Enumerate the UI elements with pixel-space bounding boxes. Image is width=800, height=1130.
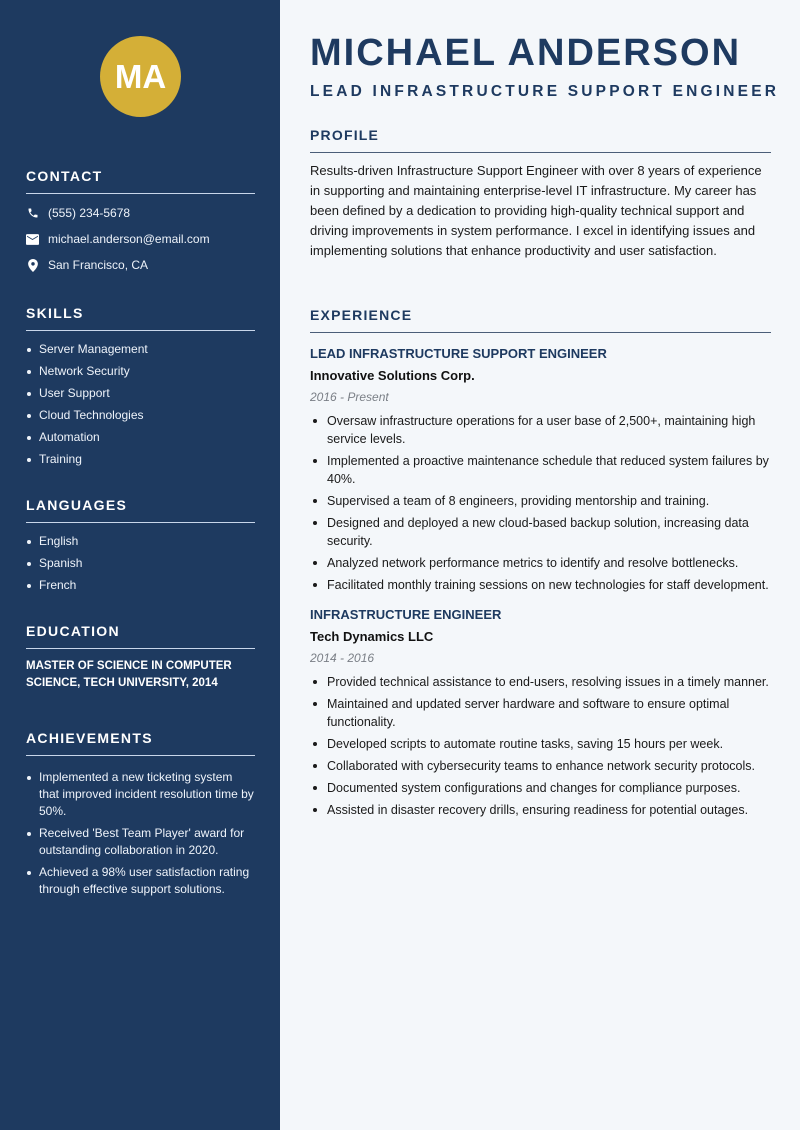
job-bullets [310,673,771,819]
skill-item: Server Management [26,341,255,358]
achievement-item: Implemented a new ticketing system that improved incident resolution time by 50%. [26,769,255,820]
achievement-item: Achieved a 98% user satisfaction rating through effective support solutions. [26,864,255,898]
job-bullet: Supervised a team of 8 engineers, providing mentorship and training. [310,492,771,510]
section-title-achievements: ACHIEVEMENTS [26,730,255,756]
contact-phone [26,200,255,226]
section-title-profile: PROFILE [310,127,771,153]
achievement-item: Received 'Best Team Player' award for outstanding collaboration in 2020. [26,825,255,859]
job-bullet: Provided technical assistance to end-users, resolving issues in a timely manner. [310,673,771,691]
phone-text: (555) 234-5678 [48,206,131,220]
language-item: French [26,577,255,594]
job-bullet: Collaborated with cybersecurity teams to enhance network security protocols. [310,757,771,775]
profile-section [310,127,771,261]
job-title: INFRASTRUCTURE ENGINEER [310,607,502,622]
skills-list [26,341,255,468]
job-bullet: Implemented a proactive maintenance schedule that reduced system failures by 40%. [310,452,771,488]
language-item: Spanish [26,555,255,572]
job-entry [310,606,771,819]
skills-section [26,305,255,473]
section-title-contact: CONTACT [26,168,255,194]
candidate-role: LEAD INFRASTRUCTURE SUPPORT ENGINEER [310,83,780,100]
job-company: Tech Dynamics LLC [310,629,434,644]
skill-item: Training [26,451,255,468]
location-pin-icon [26,259,39,272]
avatar [100,36,181,117]
avatar-initials: MA [114,57,167,95]
education-section [26,623,255,692]
job-bullet: Documented system configurations and changes for compliance purposes. [310,779,771,797]
email-icon [26,233,39,246]
location-text: San Francisco, CA [48,258,149,272]
candidate-name: MICHAEL ANDERSON [310,32,742,74]
job-bullet: Facilitated monthly training sessions on new technologies for staff development. [310,576,771,594]
achievements-section [26,730,255,903]
contact-location [26,252,255,278]
section-title-education: EDUCATION [26,623,255,649]
job-title: LEAD INFRASTRUCTURE SUPPORT ENGINEER [310,346,607,361]
language-item: English [26,533,255,550]
email-link[interactable]: michael.anderson@email.com [48,232,210,246]
job-dates: 2014 - 2016 [310,651,375,665]
experience-section [310,307,771,823]
job-bullets [310,412,771,594]
skill-item: User Support [26,385,255,402]
section-title-experience: EXPERIENCE [310,307,771,333]
job-entry [310,345,771,594]
job-bullet: Assisted in disaster recovery drills, ensuring readiness for potential outages. [310,801,771,819]
section-title-skills: SKILLS [26,305,255,331]
contact-section [26,168,255,278]
job-bullet: Maintained and updated server hardware and software to ensure optimal functionality. [310,695,771,731]
job-company: Innovative Solutions Corp. [310,368,475,383]
job-dates: 2016 - Present [310,390,389,404]
section-title-languages: LANGUAGES [26,497,255,523]
education-degree: MASTER OF SCIENCE IN COMPUTER SCIENCE, TECH UNIVERSITY, 2014 [26,660,232,689]
skill-item: Automation [26,429,255,446]
phone-icon [26,207,39,220]
languages-list [26,533,255,594]
contact-email [26,226,255,252]
skill-item: Cloud Technologies [26,407,255,424]
job-bullet: Oversaw infrastructure operations for a user base of 2,500+, maintaining high service levels. [310,412,771,448]
profile-summary: Results-driven Infrastructure Support Engineer with over 8 years of experience in supporting and maintaining enterprise-level IT infrastructure. My career has been defined by a dedication to providing high-quality technical support and driving improvements in system performance. I excel in identifying issues and implementing solutions that enhance productivity and user satisfaction. [310,163,762,258]
job-bullet: Designed and deployed a new cloud-based backup solution, increasing data security. [310,514,771,550]
sidebar [0,0,280,1130]
job-bullet: Developed scripts to automate routine tasks, saving 15 hours per week. [310,735,771,753]
languages-section [26,497,255,599]
skill-item: Network Security [26,363,255,380]
achievements-list [26,769,255,898]
job-bullet: Analyzed network performance metrics to identify and resolve bottlenecks. [310,554,771,572]
